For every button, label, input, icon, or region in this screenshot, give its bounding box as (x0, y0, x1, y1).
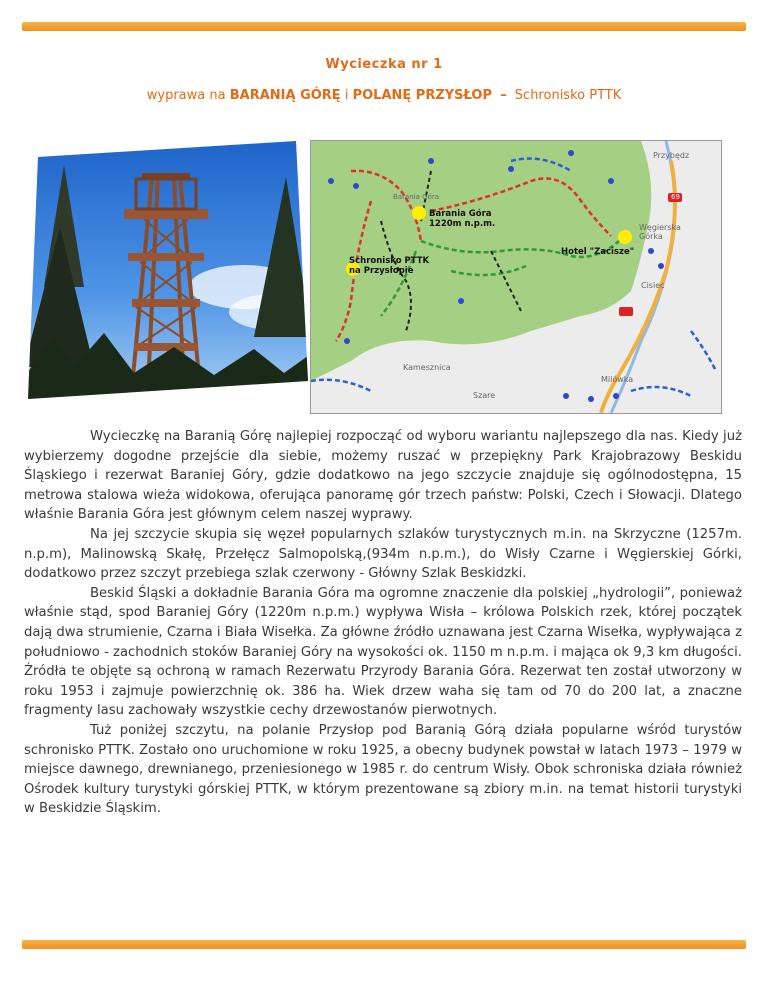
subtitle-suffix: Schronisko PTTK (514, 88, 622, 103)
barania-gora-label: Barania Góra 1220m n.p.m. (429, 209, 496, 229)
trail-map[interactable] (310, 140, 722, 414)
wegierska-gorka-label: Węgierska Górka (639, 223, 681, 241)
tower-photo (24, 137, 312, 401)
small-peak-label: Barania Góra (393, 193, 440, 201)
paragraph: Tuż poniżej szczytu, na polanie Przysłop pod Baranią Górą działa popularne wśród turystów schronisko PTTK. Zostało ono uruchomione w roku 1925, a obecny budynek powstał w latach 1973 – 1979 w miejsce dawnego, drewnianego, przeniesionego w 1985 r. do centrum Wisły. Obok schroniska działa również Ośrodek kultury turystyki górskiej PTTK, w którym prezentowane są zbiory m.in. na temat historii turystyki w Beskidzie Śląskim. (24, 722, 742, 817)
top-decorative-rule (22, 22, 746, 31)
subtitle-place-1: BARANIĄ GÓRĘ (229, 88, 341, 103)
paragraph: Na jej szczycie skupia się węzeł popularnych szlaków turystycznych m.in. na Skrzyczne (1257m. n.p.m), Malinowską Skałę, Przełęcz Salmopolską,(934m n.p.m.), do Wisły Czarne i Węgierskiej Górki, dodatkowo przez szczyt przebiega szlak czerwony - Główny Szlak Beskidzki. (24, 526, 742, 582)
hotel-label: Hotel "Zacisze" (561, 247, 635, 257)
barania-gora-marker (412, 206, 426, 220)
subtitle-dash: – (500, 88, 507, 103)
schronisko-label: Schronisko PTTK na Przysłopie (349, 256, 430, 276)
subtitle-prefix: wyprawa na (146, 88, 226, 103)
milowka-label: Milówka (601, 375, 634, 384)
przyborow-label: Przybędz (653, 151, 690, 160)
kamesznica-label: Kamesznica (403, 363, 451, 372)
cisiec-label: Cisiec (641, 281, 665, 290)
szare-label: Szare (473, 391, 496, 400)
road-number-label: 69 (671, 193, 680, 201)
hotel-marker (618, 230, 632, 244)
subtitle-place-2: POLANĘ PRZYSŁOP (352, 88, 493, 103)
paragraph: Beskid Śląski a dokładnie Barania Góra ma ogromne znaczenie dla polskiej „hydrologii”, ponieważ właśnie stąd, spod Baraniej Góry (1220m n.p.m.) wypływa Wisła – królowa Polskich rzek, której początek dają dwa strumienie, Czarna i Biała Wisełka. Za główne źródło uznawana jest Czarna Wisełka, wypływająca z południowo - zachodnich stoków Baraniej Góry na wysokości ok. 1150 m n.p.m. i mająca ok 9,3 km długości. Źródła te objęte są ochroną w ramach Rezerwatu Przyrody Barania Góra. Rezerwat ten został utworzony w roku 1953 i zajmuje powierzchnię ok. 386 ha. Wiek drzew waha się tam od 70 do 200 lat, a znaczne fragmenty lasu zachowały wszystkie cechy drzewostanów pierwotnych. (24, 585, 742, 719)
paragraph: Wycieczkę na Baranią Górę najlepiej rozpocząć od wyboru wariantu najlepszego dla nas. Kiedy już wybierzemy dogodne przejście dla siebie, możemy ruszać w przepiękny Park Krajobrazowy Beskidu Śląskiego i rezerwat Baraniej Góry, gdzie dodatkowo na jego szczycie znajduje się ogólnodostępna, 15 metrowa stalowa wieża widokowa, oferująca panoramę gór trzech państw: Polski, Czech i Słowacji. Dlatego właśnie Barania Góra jest głównym celem naszej wyprawy. (24, 429, 742, 523)
page-subtitle (0, 88, 768, 103)
page-title: Wycieczka nr 1 (325, 57, 443, 72)
article-body (24, 427, 742, 819)
bottom-decorative-rule (22, 940, 746, 949)
subtitle-and: i (344, 88, 349, 103)
